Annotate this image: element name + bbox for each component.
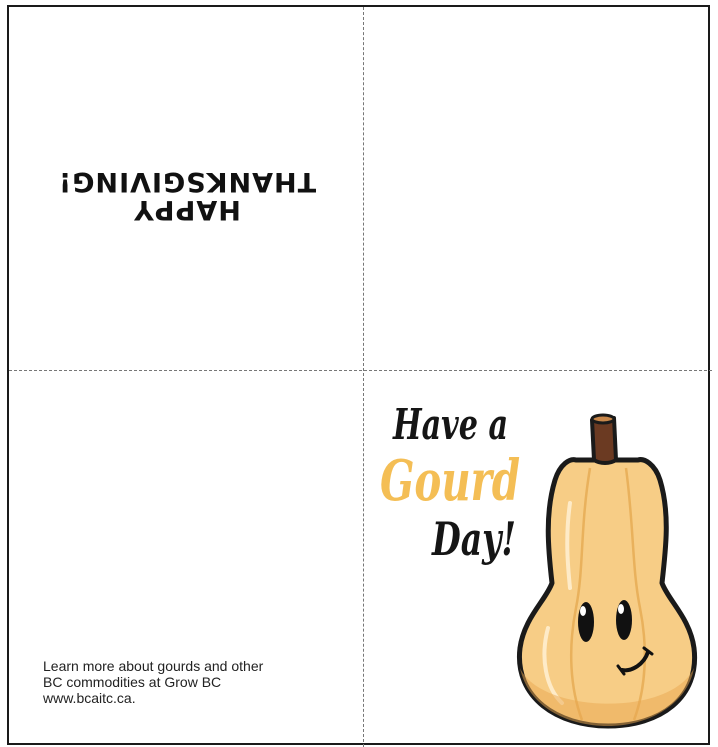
info-note-line-2: BC commodities at Grow BC: [43, 674, 222, 690]
greeting-upside-down: [37, 167, 337, 223]
greeting-line-1: HAPPY: [133, 194, 241, 225]
horizontal-fold-line: [9, 370, 712, 371]
pun-line-1: Have a: [393, 400, 509, 449]
info-note-line-3: www.bcaitc.ca.: [43, 690, 136, 706]
stem-top: [592, 415, 614, 423]
greeting-line-2: THANKSGIVING!: [57, 166, 317, 197]
left-eye-icon: [578, 602, 594, 642]
pun-line-2: Gourd: [380, 448, 521, 514]
pun-line-3: Day!: [432, 512, 516, 566]
stem-icon: [592, 418, 616, 463]
right-eye-icon: [616, 600, 632, 640]
info-note-line-1: Learn more about gourds and other: [43, 658, 264, 674]
butternut-squash-icon: [510, 408, 706, 734]
gourd-body: [519, 460, 694, 726]
vertical-fold-line: [363, 7, 364, 747]
info-note: [43, 658, 343, 706]
